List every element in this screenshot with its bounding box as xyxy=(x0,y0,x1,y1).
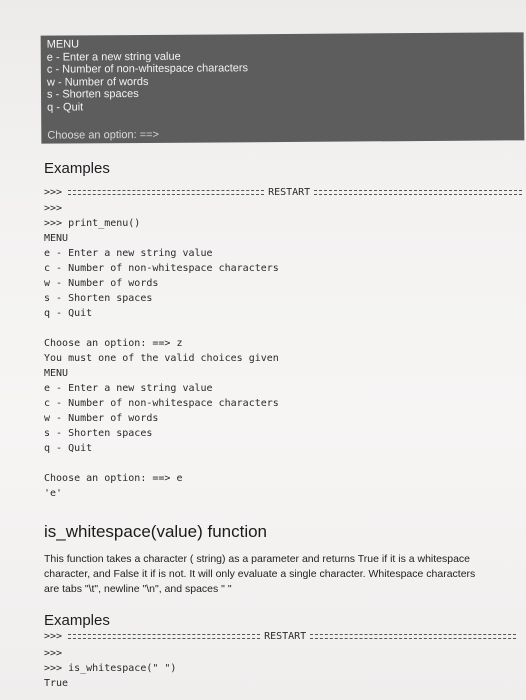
code-line: s - Shorten spaces xyxy=(44,293,153,304)
description-line: are tabs "\t", newline "\n", and spaces " " xyxy=(44,583,232,595)
code-line: w - Number of words xyxy=(44,413,159,424)
restart-rule-right xyxy=(314,190,522,195)
menu-line: w - Number of words xyxy=(46,75,149,89)
description-line: character, and False it if is not. It will only evaluate a single character. Whitespace characters xyxy=(44,568,476,580)
code-line: c - Number of non-whitespace characters xyxy=(44,263,279,274)
restart-rule-left xyxy=(68,190,264,195)
code-line: s - Shorten spaces xyxy=(44,428,153,439)
menu-line: s - Shorten spaces xyxy=(46,88,139,101)
examples-code-block-2 xyxy=(44,646,176,691)
code-line: Choose an option: ==> e xyxy=(44,473,183,484)
examples-heading-2: Examples xyxy=(44,612,110,629)
examples-code-block xyxy=(44,201,279,501)
code-line: 'e' xyxy=(44,488,63,499)
code-line xyxy=(44,321,279,336)
code-line: w - Number of words xyxy=(44,278,159,289)
restart-rule-right xyxy=(310,634,516,639)
code-line: MENU xyxy=(44,233,69,244)
description-line: This function takes a character ( string) as a parameter and returns True if it is a whitespace xyxy=(44,553,471,565)
restart-banner-2 xyxy=(44,631,516,642)
restart-rule-left xyxy=(68,634,260,639)
menu-output-box xyxy=(41,32,525,143)
code-line: q - Quit xyxy=(44,308,93,319)
restart-banner xyxy=(44,187,522,198)
code-line: Choose an option: ==> z xyxy=(44,338,183,349)
menu-line: c - Number of non-whitespace characters xyxy=(46,62,249,76)
code-line: >>> xyxy=(44,648,63,659)
code-line: q - Quit xyxy=(44,443,93,454)
restart-prefix: >>> xyxy=(44,631,63,642)
code-line: >>> is_whitespace(" ") xyxy=(44,663,177,674)
code-line: MENU xyxy=(44,368,69,379)
restart-label: RESTART xyxy=(268,187,311,198)
code-line: e - Enter a new string value xyxy=(44,248,213,259)
code-line: You must one of the valid choices given xyxy=(44,353,279,364)
restart-prefix: >>> xyxy=(44,187,63,198)
function-heading: is_whitespace(value) function xyxy=(44,522,268,541)
code-line xyxy=(44,456,279,471)
menu-line: MENU xyxy=(46,38,80,51)
menu-prompt: Choose an option: ==> xyxy=(47,128,159,142)
code-line: e - Enter a new string value xyxy=(44,383,213,394)
code-line: c - Number of non-whitespace characters xyxy=(44,398,279,409)
code-line: >>> print_menu() xyxy=(44,218,141,229)
menu-line: e - Enter a new string value xyxy=(46,50,181,64)
code-line: >>> xyxy=(44,203,63,214)
examples-heading: Examples xyxy=(44,160,110,177)
code-line: True xyxy=(44,678,69,689)
restart-label: RESTART xyxy=(264,631,307,642)
function-description xyxy=(44,552,514,597)
menu-line: q - Quit xyxy=(47,100,84,114)
